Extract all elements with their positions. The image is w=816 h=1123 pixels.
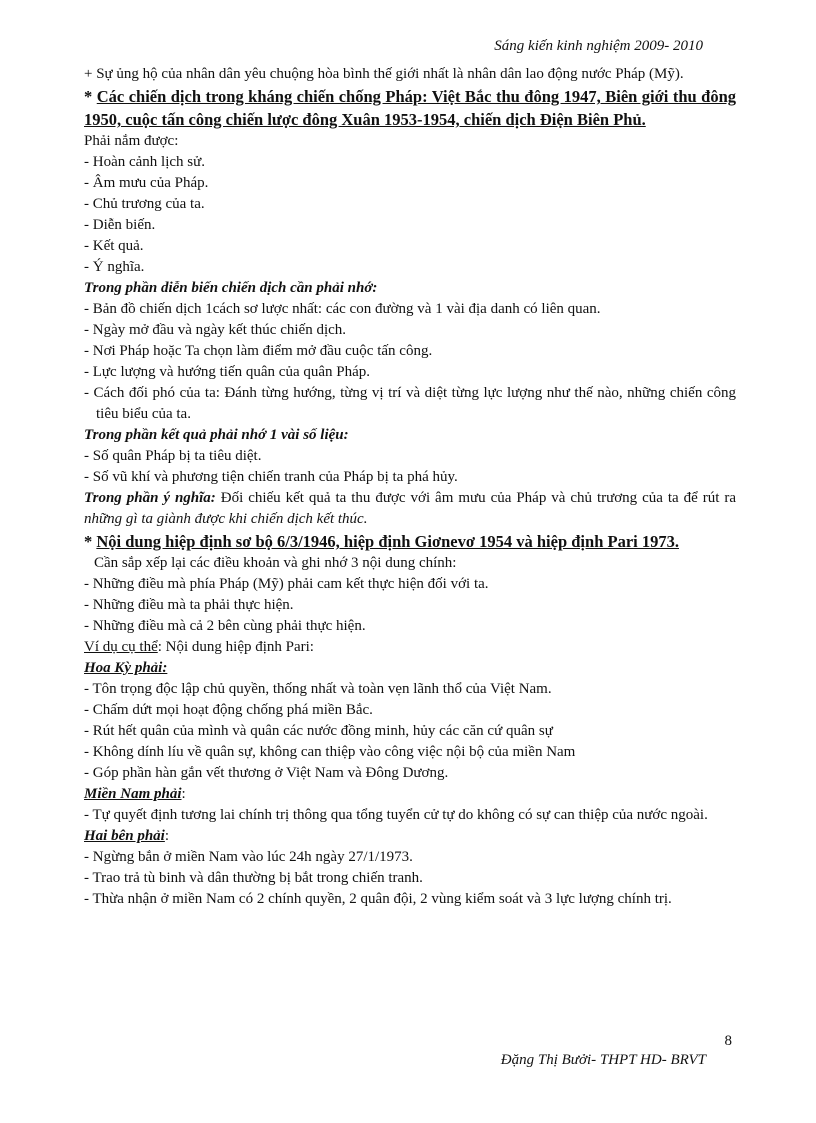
- list-item: - Rút hết quân của mình và quân các nước đồng minh, hủy các căn cứ quân sự: [84, 723, 553, 739]
- list-item: - Ngừng bắn ở miền Nam vào lúc 24h ngày 27/1/1973.: [84, 849, 413, 865]
- list-item: - Nơi Pháp hoặc Ta chọn làm điểm mở đầu cuộc tấn công.: [84, 343, 433, 359]
- section2-star: *: [84, 532, 97, 551]
- list-item: - Hoàn cảnh lịch sử.: [84, 154, 206, 170]
- miennam-colon: :: [181, 786, 186, 802]
- list-item: - Những điều mà ta phải thực hiện.: [84, 597, 294, 613]
- section1-lead: Phải nắm được:: [84, 133, 179, 149]
- list-item: - Bản đồ chiến dịch 1cách sơ lược nhất: các con đường và 1 vài địa danh có liên quan.: [84, 301, 601, 317]
- list-item: - Những điều mà cả 2 bên cùng phải thực hiện.: [84, 618, 366, 634]
- list-item: - Ý nghĩa.: [84, 259, 145, 275]
- section2-heading-text: Nội dung hiệp định sơ bộ 6/3/1946, hiệp định Giơnevơ 1954 và hiệp định Pari 1973.: [96, 532, 679, 551]
- haiben-colon: :: [164, 828, 170, 844]
- list-item: - Kết quả.: [84, 238, 144, 254]
- ynghia-text: Đối chiếu kết quả ta thu được với âm mưu của Pháp và chủ trương của ta để rút ra: [215, 490, 737, 506]
- list-item: - Số quân Pháp bị ta tiêu diệt.: [84, 448, 262, 464]
- section1-heading-text: Các chiến dịch trong kháng chiến chống Pháp: Việt Bắc thu đông 1947, Biên giới thu đông 1950, cuộc tấn công chiến lược đông Xuân 1953-1954, chiến dịch Điện Biên Phủ.: [84, 87, 737, 129]
- list-item: - Tự quyết định tương lai chính trị thông qua tổng tuyển cử tự do không có sự can thiệp của nước ngoài.: [84, 807, 708, 823]
- list-item: - Thừa nhận ở miền Nam có 2 chính quyền, 2 quân đội, 2 vùng kiểm soát và 3 lực lượng chính trị.: [84, 891, 672, 907]
- hoaky-title: Hoa Kỳ phải:: [84, 660, 168, 676]
- document-body: [84, 64, 736, 910]
- haiben-title: Hai bên phải: [84, 828, 165, 844]
- intro-bullet: + Sự ủng hộ của nhân dân yêu chuộng hòa bình thế giới nhất là nhân dân lao động nước Pháp (Mỹ).: [84, 66, 684, 82]
- example-text: : Nội dung hiệp định Pari:: [157, 639, 314, 655]
- page-number: 8: [724, 1033, 732, 1049]
- ketqua-title: Trong phần kết quả phải nhớ 1 vài số liệu:: [84, 427, 349, 443]
- miennam-line: [84, 784, 736, 805]
- list-item: - Cách đối phó của ta: Đánh từng hướng, từng vị trí và diệt từng lực lượng như thế nào, những chiến công tiêu biểu của ta.: [84, 385, 736, 422]
- dienbien-title: Trong phần diễn biến chiến dịch cần phải nhớ:: [84, 280, 378, 296]
- example-line: [84, 637, 736, 658]
- list-item: - Lực lượng và hướng tiến quân của quân Pháp.: [84, 364, 371, 380]
- section2-lead: Cần sắp xếp lại các điều khoản và ghi nhớ 3 nội dung chính:: [94, 555, 457, 571]
- list-item: - Chấm dứt mọi hoạt động chống phá miền Bắc.: [84, 702, 373, 718]
- list-item: - Góp phần hàn gắn vết thương ở Việt Nam và Đông Dương.: [84, 765, 449, 781]
- page-header: Sáng kiến kinh nghiệm 2009- 2010: [494, 38, 703, 54]
- list-item: - Số vũ khí và phương tiện chiến tranh của Pháp bị ta phá hủy.: [84, 469, 458, 485]
- list-item: - Chủ trương của ta.: [84, 196, 205, 212]
- haiben-line: [84, 826, 736, 847]
- ynghia-title: Trong phần ý nghĩa:: [84, 490, 216, 506]
- list-item: - Trao trả tù binh và dân thường bị bắt trong chiến tranh.: [84, 870, 423, 886]
- miennam-title: Miền Nam phải: [84, 786, 182, 802]
- section1-heading: [84, 85, 736, 131]
- page-footer: Đặng Thị Bưởi- THPT HD- BRVT: [500, 1052, 706, 1068]
- list-item: - Những điều mà phía Pháp (Mỹ) phải cam kết thực hiện đối với ta.: [84, 576, 489, 592]
- list-item: - Âm mưu của Pháp.: [84, 175, 209, 191]
- list-item: - Tôn trọng độc lập chủ quyền, thống nhất và toàn vẹn lãnh thổ của Việt Nam.: [84, 681, 552, 697]
- ynghia-paragraph: [84, 488, 736, 530]
- list-item: - Diễn biến.: [84, 217, 156, 233]
- section1-star: *: [84, 87, 97, 106]
- section2-heading: [84, 530, 736, 553]
- list-item: - Không dính líu về quân sự, không can thiệp vào công việc nội bộ của miền Nam: [84, 744, 576, 760]
- example-label: Ví dụ cụ thể: [84, 639, 158, 655]
- ynghia-italic: những gì ta giành được khi chiến dịch kết thúc.: [84, 511, 368, 527]
- list-item: - Ngày mở đầu và ngày kết thúc chiến dịch.: [84, 322, 347, 338]
